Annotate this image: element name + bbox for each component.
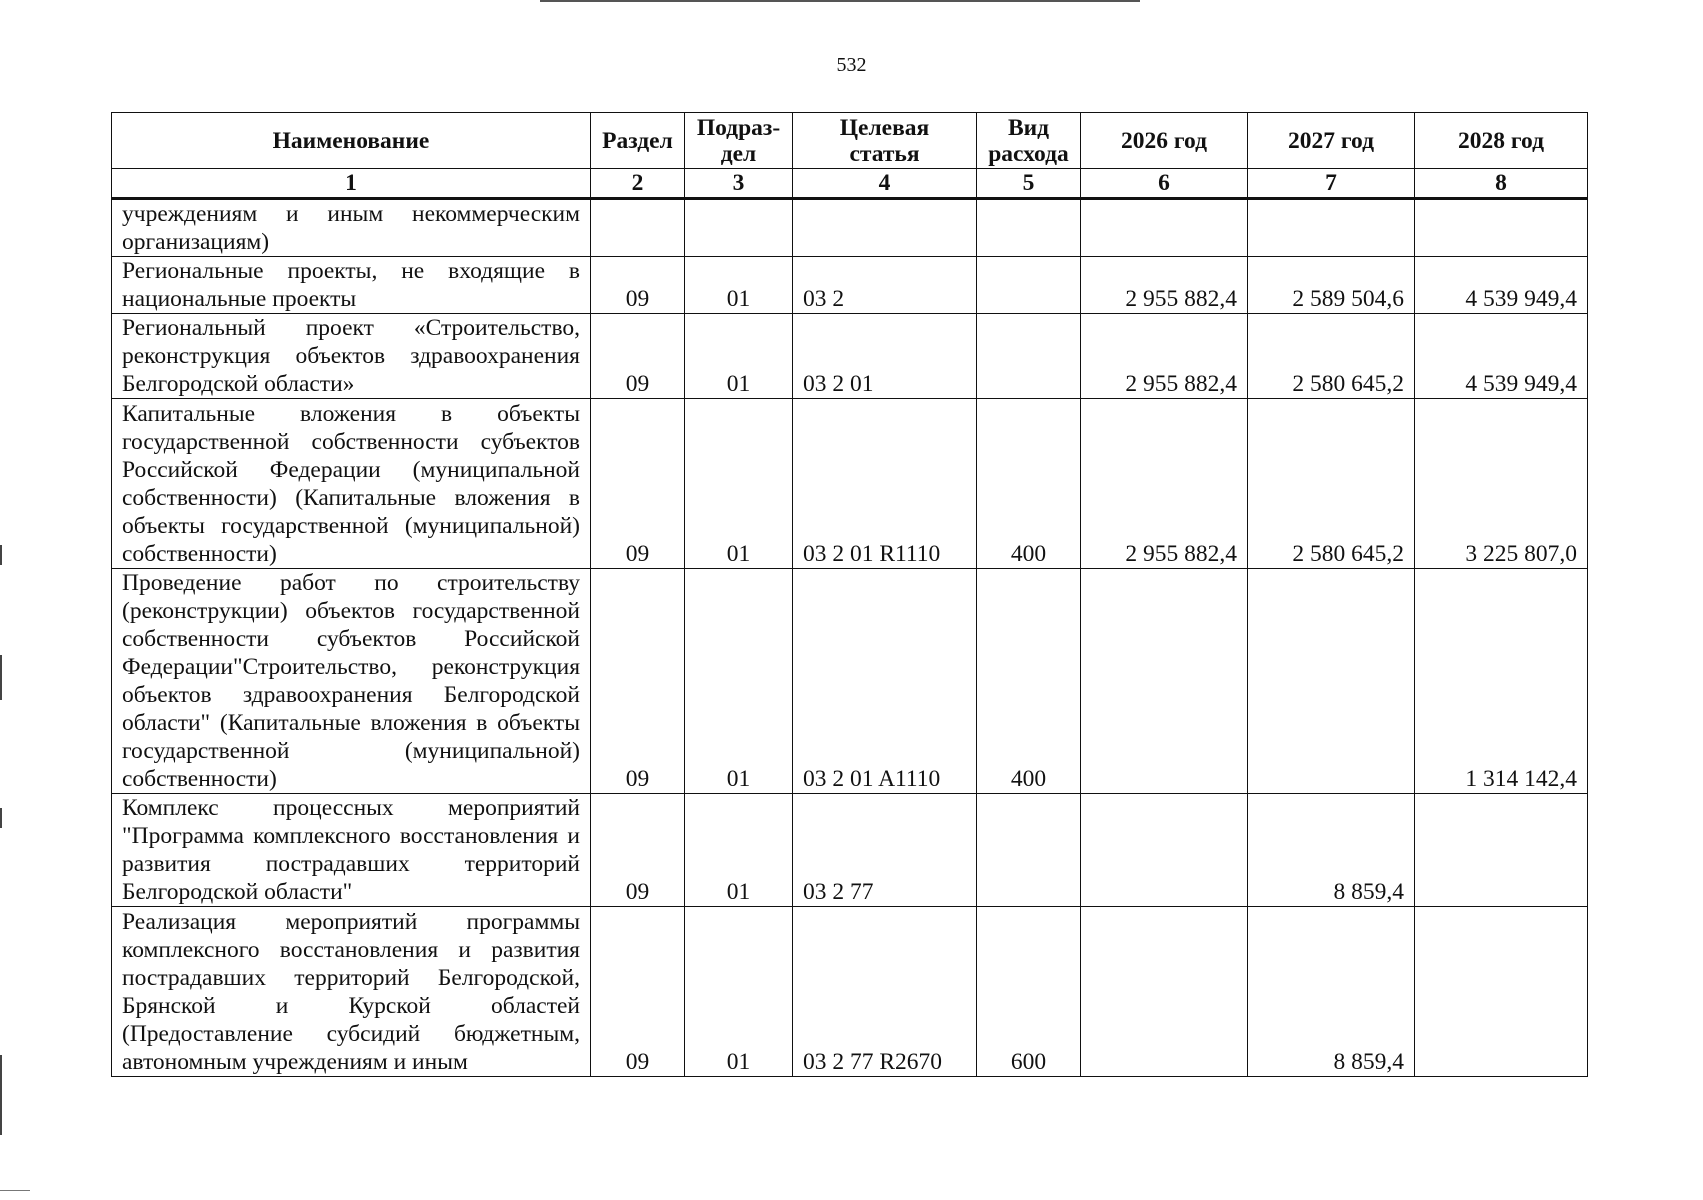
row-2028: 3 225 807,0 xyxy=(1415,399,1588,569)
column-number: 3 xyxy=(685,169,793,199)
row-podrazdel: 01 xyxy=(685,569,793,794)
row-target: 03 2 01 A1110 xyxy=(793,569,977,794)
row-vid xyxy=(977,794,1081,907)
header-2026: 2026 год xyxy=(1081,113,1248,169)
table-row xyxy=(112,907,1588,1077)
row-podrazdel: 01 xyxy=(685,257,793,314)
row-vid xyxy=(977,314,1081,399)
row-2028: 4 539 949,4 xyxy=(1415,257,1588,314)
row-vid: 400 xyxy=(977,569,1081,794)
column-number: 7 xyxy=(1248,169,1415,199)
column-number: 2 xyxy=(591,169,685,199)
table-row xyxy=(112,314,1588,399)
row-2027: 2 580 645,2 xyxy=(1248,399,1415,569)
table-row xyxy=(112,257,1588,314)
header-2028: 2028 год xyxy=(1415,113,1588,169)
row-vid xyxy=(977,199,1081,257)
column-number: 4 xyxy=(793,169,977,199)
header-row xyxy=(112,113,1588,169)
row-name: Проведение работ по строительству (реконструкции) объектов государственной собственности субъектов Российской Федерации"Строительство, реконструкция объектов здравоохранения Белгородской области" (Капитальные вложения в объекты государственной (муниципальной) собственности) xyxy=(112,569,591,794)
row-2028 xyxy=(1415,794,1588,907)
row-podrazdel xyxy=(685,199,793,257)
row-razdel xyxy=(591,199,685,257)
row-2026: 2 955 882,4 xyxy=(1081,314,1248,399)
column-number-row xyxy=(112,169,1588,199)
row-2026: 2 955 882,4 xyxy=(1081,399,1248,569)
row-podrazdel: 01 xyxy=(685,794,793,907)
table-row xyxy=(112,794,1588,907)
row-2027: 8 859,4 xyxy=(1248,794,1415,907)
row-podrazdel: 01 xyxy=(685,399,793,569)
row-target: 03 2 01 xyxy=(793,314,977,399)
row-razdel: 09 xyxy=(591,314,685,399)
row-name: Региональный проект «Строительство, реконструкция объектов здравоохранения Белгородской области» xyxy=(112,314,591,399)
row-target: 03 2 xyxy=(793,257,977,314)
row-vid xyxy=(977,257,1081,314)
row-target: 03 2 01 R1110 xyxy=(793,399,977,569)
row-target: 03 2 77 R2670 xyxy=(793,907,977,1077)
scan-margin-mark xyxy=(0,655,2,700)
header-vid-text: Вид расхода xyxy=(988,114,1069,167)
column-number: 5 xyxy=(977,169,1081,199)
row-2027: 8 859,4 xyxy=(1248,907,1415,1077)
bottom-rule xyxy=(0,1190,30,1191)
header-razdel: Раздел xyxy=(591,113,685,169)
row-target: 03 2 77 xyxy=(793,794,977,907)
row-podrazdel: 01 xyxy=(685,907,793,1077)
header-target xyxy=(793,113,977,169)
row-2027 xyxy=(1248,569,1415,794)
row-razdel: 09 xyxy=(591,569,685,794)
row-2028 xyxy=(1415,199,1588,257)
row-2026: 2 955 882,4 xyxy=(1081,257,1248,314)
row-2026 xyxy=(1081,907,1248,1077)
row-2027: 2 589 504,6 xyxy=(1248,257,1415,314)
row-2028: 1 314 142,4 xyxy=(1415,569,1588,794)
column-number: 8 xyxy=(1415,169,1588,199)
row-name: учреждениям и иным некоммерческим организациям) xyxy=(112,199,591,257)
scan-margin-mark xyxy=(0,808,2,828)
row-podrazdel: 01 xyxy=(685,314,793,399)
row-name: Комплекс процессных мероприятий "Программа комплексного восстановления и развития пострадавших территорий Белгородской области" xyxy=(112,794,591,907)
row-razdel: 09 xyxy=(591,399,685,569)
row-2028 xyxy=(1415,907,1588,1077)
header-vid xyxy=(977,113,1081,169)
scan-margin-mark xyxy=(0,1055,2,1135)
top-rule xyxy=(540,0,1140,2)
header-target-text: Целевая статья xyxy=(839,114,930,167)
row-2026 xyxy=(1081,199,1248,257)
row-2027: 2 580 645,2 xyxy=(1248,314,1415,399)
row-name: Реализация мероприятий программы комплексного восстановления и развития пострадавших территорий Белгородской, Брянской и Курской областей (Предоставление субсидий бюджетным, автономным учреждениям и иным xyxy=(112,907,591,1077)
table-row xyxy=(112,399,1588,569)
row-2027 xyxy=(1248,199,1415,257)
row-vid: 400 xyxy=(977,399,1081,569)
header-podrazdel-text: Подраз- дел xyxy=(696,114,781,167)
budget-table xyxy=(111,112,1588,1077)
row-name: Капитальные вложения в объекты государственной собственности субъектов Российской Федерации (муниципальной собственности) (Капитальные вложения в объекты государственной (муниципальной) собственности) xyxy=(112,399,591,569)
header-2027: 2027 год xyxy=(1248,113,1415,169)
row-target xyxy=(793,199,977,257)
scan-margin-mark xyxy=(0,545,2,565)
row-razdel: 09 xyxy=(591,907,685,1077)
row-2026 xyxy=(1081,569,1248,794)
row-vid: 600 xyxy=(977,907,1081,1077)
column-number: 6 xyxy=(1081,169,1248,199)
row-2026 xyxy=(1081,794,1248,907)
row-razdel: 09 xyxy=(591,257,685,314)
table-row xyxy=(112,199,1588,257)
row-2028: 4 539 949,4 xyxy=(1415,314,1588,399)
page-number: 532 xyxy=(836,54,867,76)
table-row xyxy=(112,569,1588,794)
column-number: 1 xyxy=(112,169,591,199)
header-podrazdel xyxy=(685,113,793,169)
header-name: Наименование xyxy=(112,113,591,169)
row-razdel: 09 xyxy=(591,794,685,907)
row-name: Региональные проекты, не входящие в национальные проекты xyxy=(112,257,591,314)
